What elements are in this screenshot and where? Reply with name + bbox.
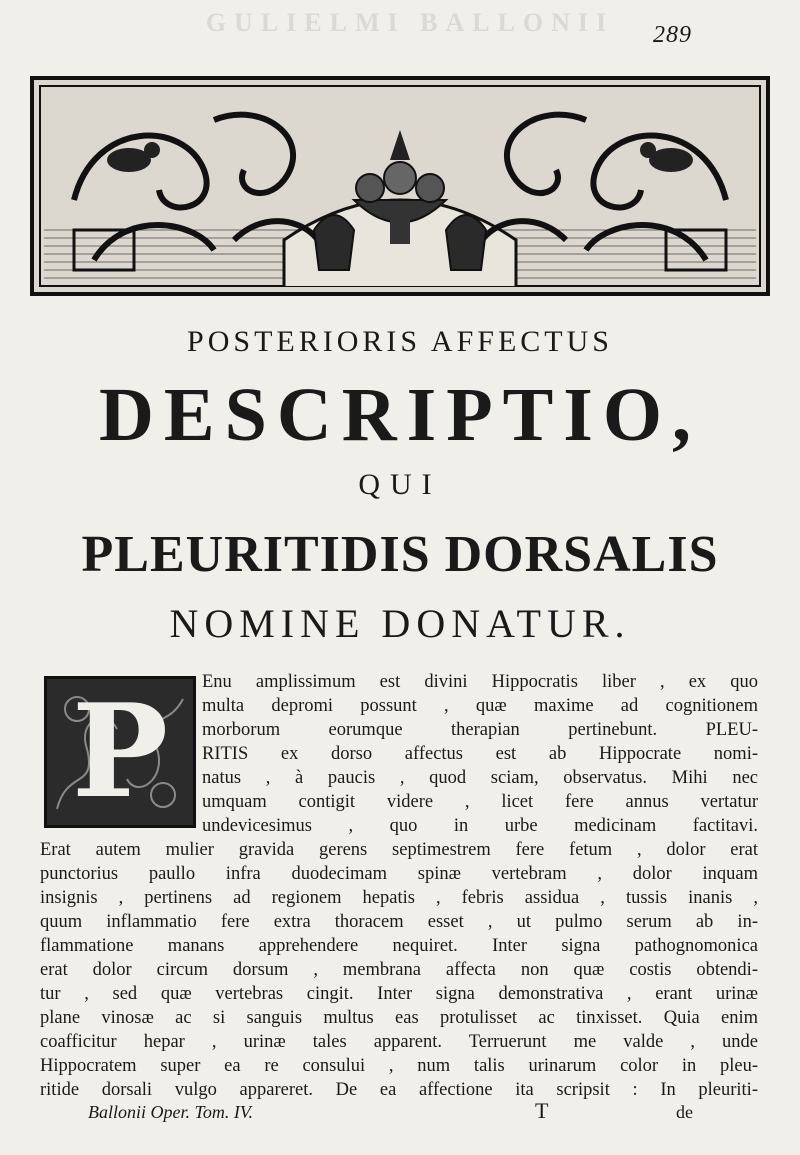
- body-paragraph: [40, 670, 758, 1102]
- page-footer: [0, 1098, 800, 1128]
- text-line: umquam contigit videre , licet fere annus vertatur: [202, 792, 758, 812]
- text-line: punctorius paullo infra duodecimam spinæ vertebram , dolor inquam: [40, 864, 758, 884]
- connector-heading: QUI: [358, 468, 442, 501]
- text-line: quum inflammatio fere extra thoracem esset , ut pulmo serum ab in-: [40, 912, 758, 932]
- text-line: erat dolor circum dorsum , membrana affecta non quæ costis obtendi-: [40, 960, 758, 980]
- text-line: tur , sed quæ vertebras cingit. Inter signa demonstrativa , erant urinæ: [40, 984, 758, 1004]
- text-line: Hippocratem super ea re consului , num talis urinarum color in pleu-: [40, 1056, 758, 1076]
- text-line: Erat autem mulier gravida gerens septimestrem fere fetum , dolor erat: [40, 840, 758, 860]
- catchword: de: [676, 1102, 693, 1122]
- gathering-letter: T: [535, 1098, 549, 1123]
- page-title: DESCRIPTIO,: [99, 373, 701, 457]
- subtitle-continuation: NOMINE DONATUR.: [169, 601, 631, 646]
- text-line: insignis , pertinens ad regionem hepatis , febris assidua , tussis inanis ,: [40, 888, 758, 908]
- signature-mark: Ballonii Oper. Tom. IV.: [88, 1102, 254, 1122]
- ornamental-headpiece: [30, 76, 770, 296]
- text-line: RITIS ex dorso affectus est ab Hippocrate nomi-: [202, 744, 758, 764]
- text-line: undevicesimus , quo in urbe medicinam factitavi.: [202, 816, 758, 836]
- text-line: flammatione manans apprehendere nequiret. Inter signa pathognomonica: [40, 936, 758, 956]
- text-line: Enu amplissimum est divini Hippocratis liber , ex quo: [202, 672, 758, 692]
- subtitle-heading: PLEURITIDIS DORSALIS: [81, 526, 719, 583]
- dropcap-letter: P: [71, 677, 169, 827]
- headpiece-ornament-icon: [34, 80, 766, 292]
- page-number: 289: [653, 22, 692, 48]
- text-line: ritide dorsali vulgo appareret. De ea affectione ita scripsit : In pleuriti-: [40, 1080, 758, 1100]
- text-line: coafficitur hepar , urinæ tales apparent. Terruerunt me valde , unde: [40, 1032, 758, 1052]
- text-line: multa depromi possunt , quæ maxime ad cognitionem: [202, 696, 758, 716]
- kicker-heading: POSTERIORIS AFFECTUS: [187, 325, 613, 358]
- bleed-through-text: GULIELMI BALLONII: [205, 8, 615, 37]
- text-line: natus , à paucis , quod sciam, observatus. Mihi nec: [202, 768, 758, 788]
- text-line: morborum eorumque therapian pertinebunt. PLEU-: [202, 720, 758, 740]
- text-line: plane vinosæ ac si sanguis multus eas protulisset ac tinxisset. Quia enim: [40, 1008, 758, 1028]
